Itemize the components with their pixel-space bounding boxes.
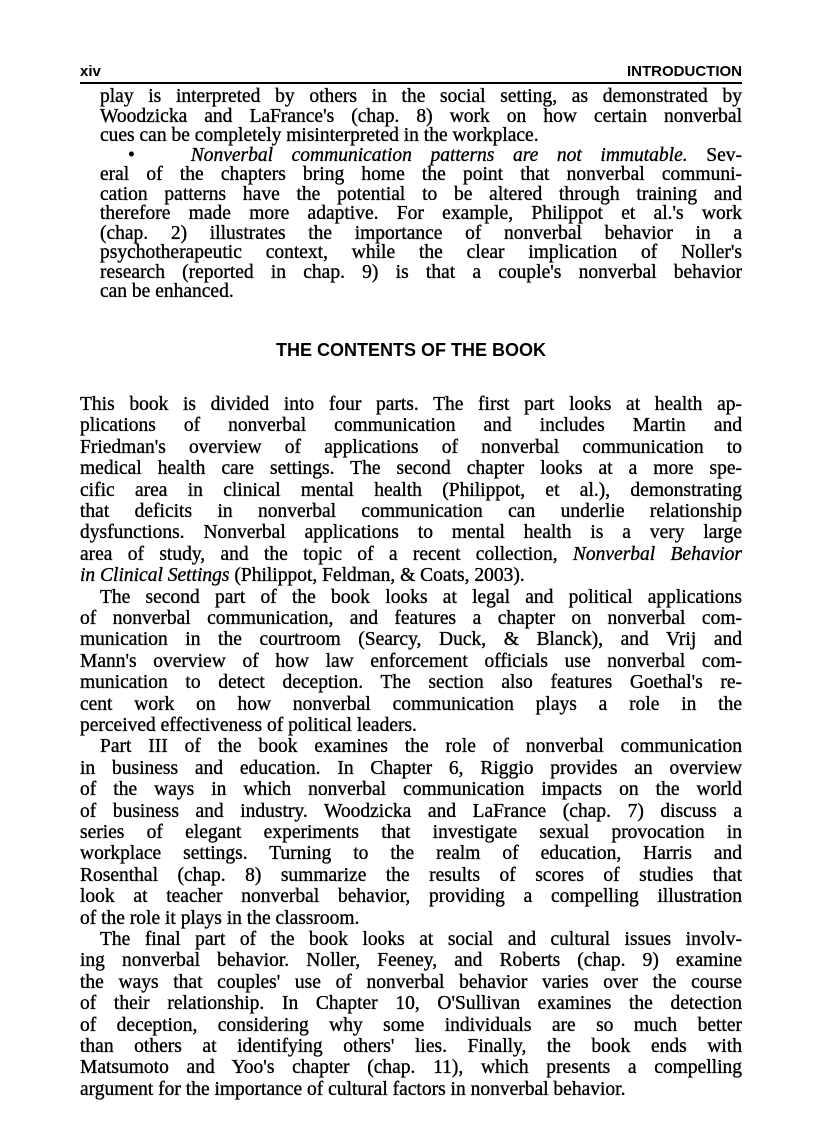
text-line — [80, 909, 742, 929]
text-span: series of elegant experiments that investigate sexual provocation in — [80, 822, 742, 843]
text-span: cent work on how nonverbal communication plays a role in the — [80, 693, 742, 715]
italic-text: Nonverbal Behavior — [572, 543, 742, 565]
text-line — [80, 844, 742, 864]
text-span: dysfunctions. Nonverbal applications to mental health is a very large — [80, 522, 742, 544]
text-line — [100, 107, 742, 127]
header-rule — [80, 82, 742, 84]
text-span: (Philippot, Feldman, & Coats, 2003). — [229, 565, 525, 587]
text-span: the ways that couples' use of nonverbal behavior varies over the course — [80, 971, 742, 993]
text-line — [80, 630, 742, 650]
text-span: workplace settings. Turning to the realm of education, Harris and — [80, 843, 742, 865]
text-line — [80, 887, 742, 907]
text-span: Part III of the book examines the role of nonverbal communication — [100, 736, 742, 758]
section-heading: THE CONTENTS OF THE BOOK — [276, 340, 546, 360]
text-line — [100, 185, 742, 205]
text-line — [80, 481, 742, 501]
text-line — [80, 759, 742, 779]
text-span: perceived effectiveness of political leaders. — [80, 715, 417, 736]
text-span: eral of the chapters bring home the point that nonverbal communi- — [100, 164, 742, 185]
text-span: (chap. 2) illustrates the importance of nonverbal behavior in a — [100, 222, 742, 244]
text-line — [80, 973, 742, 993]
text-line — [100, 126, 742, 146]
text-line — [80, 951, 742, 971]
page-number: xiv — [80, 63, 101, 80]
text-span: The final part of the book looks at social and cultural issues involv- — [100, 929, 742, 950]
text-span: ing nonverbal behavior. Noller, Feeney, and Roberts (chap. 9) examine — [80, 950, 742, 972]
text-line — [80, 545, 742, 565]
text-line — [80, 395, 742, 415]
text-line — [80, 673, 742, 693]
text-line — [80, 566, 742, 586]
text-line — [80, 459, 742, 479]
text-span: Mann's overview of how law enforcement officials use nonverbal com- — [80, 650, 742, 672]
text-line — [100, 165, 742, 185]
text-span: that deficits in nonverbal communication can underlie relationship — [80, 501, 742, 522]
text-line — [100, 263, 742, 283]
text-line — [80, 823, 742, 843]
text-span: Sev- — [687, 144, 743, 166]
italic-text: Nonverbal communication patterns are not immutable. — [190, 144, 688, 166]
text-line — [80, 1037, 742, 1057]
text-span: of the role it plays in the classroom. — [80, 907, 360, 929]
text-line — [80, 695, 742, 715]
text-line — [80, 502, 742, 522]
text-line — [100, 588, 742, 608]
text-line — [128, 146, 742, 166]
text-span: of deception, considering why some individuals are so much better — [80, 1014, 742, 1036]
text-line — [80, 866, 742, 886]
text-line — [80, 716, 742, 736]
text-span: of the ways in which nonverbal communication impacts on the world — [80, 779, 742, 801]
text-line — [80, 1016, 742, 1036]
text-span: Matsumoto and Yoo's chapter (chap. 11), which presents a compelling — [80, 1057, 742, 1079]
text-span: therefore made more adaptive. For example, Philippot et al.'s work — [100, 203, 742, 224]
text-span: medical health care settings. The second chapter looks at a more spe- — [80, 458, 742, 480]
text-span: Friedman's overview of applications of nonverbal communication to — [80, 436, 742, 458]
text-span: munication in the courtroom (Searcy, Duck, & Blanck), and Vrij and — [80, 629, 742, 651]
text-line — [100, 930, 742, 950]
text-span: of their relationship. In Chapter 10, O'Sullivan examines the detection — [80, 993, 742, 1015]
text-span: The second part of the book looks at legal and political applications — [100, 586, 742, 608]
text-line — [80, 609, 742, 629]
text-span: • — [128, 144, 191, 166]
text-span: than others at identifying others' lies. Finally, the book ends with — [80, 1036, 742, 1057]
text-line — [100, 204, 742, 224]
text-line — [80, 523, 742, 543]
text-span: plications of nonverbal communication and includes Martin and — [80, 415, 742, 437]
text-span: play is interpreted by others in the social setting, as demonstrated by — [100, 86, 742, 107]
text-line — [100, 282, 742, 302]
text-line — [100, 224, 742, 244]
text-span: psychotherapeutic context, while the clear implication of Noller's — [100, 242, 742, 263]
text-span: research (reported in chap. 9) is that a couple's nonverbal behavior — [100, 261, 742, 283]
text-span: look at teacher nonverbal behavior, providing a compelling illustration — [80, 886, 742, 908]
text-span: can be enhanced. — [100, 281, 234, 302]
text-span: Rosenthal (chap. 8) summarize the results of scores of studies that — [80, 864, 742, 886]
text-line — [80, 1058, 742, 1078]
text-line — [80, 780, 742, 800]
text-line — [80, 652, 742, 672]
text-span: Woodzicka and LaFrance's (chap. 8) work on how certain nonverbal — [100, 105, 742, 127]
text-span: cues can be completely misinterpreted in the workplace. — [100, 125, 539, 146]
text-span: This book is divided into four parts. The first part looks at health ap- — [80, 394, 742, 415]
running-header: INTRODUCTION — [627, 63, 742, 80]
italic-text: in Clinical Settings — [80, 565, 230, 587]
text-span: munication to detect deception. The section also features Goethal's re- — [80, 672, 742, 694]
text-line — [100, 87, 742, 107]
text-line — [80, 1080, 742, 1100]
text-line — [80, 416, 742, 436]
text-span: argument for the importance of cultural factors in nonverbal behavior. — [80, 1078, 626, 1100]
text-span: cation patterns have the potential to be altered through training and — [100, 183, 742, 205]
text-span: cific area in clinical mental health (Philippot, et al.), demonstrating — [80, 479, 742, 501]
text-span: of nonverbal communication, and features a chapter on nonverbal com- — [80, 608, 742, 629]
text-span: of business and industry. Woodzicka and LaFrance (chap. 7) discuss a — [80, 800, 742, 822]
text-span: in business and education. In Chapter 6, Riggio provides an overview — [80, 757, 742, 779]
text-span: area of study, and the topic of a recent collection, — [80, 543, 573, 565]
text-line — [100, 243, 742, 263]
text-line — [80, 994, 742, 1014]
text-line — [80, 802, 742, 822]
text-line — [80, 438, 742, 458]
text-line — [100, 737, 742, 757]
